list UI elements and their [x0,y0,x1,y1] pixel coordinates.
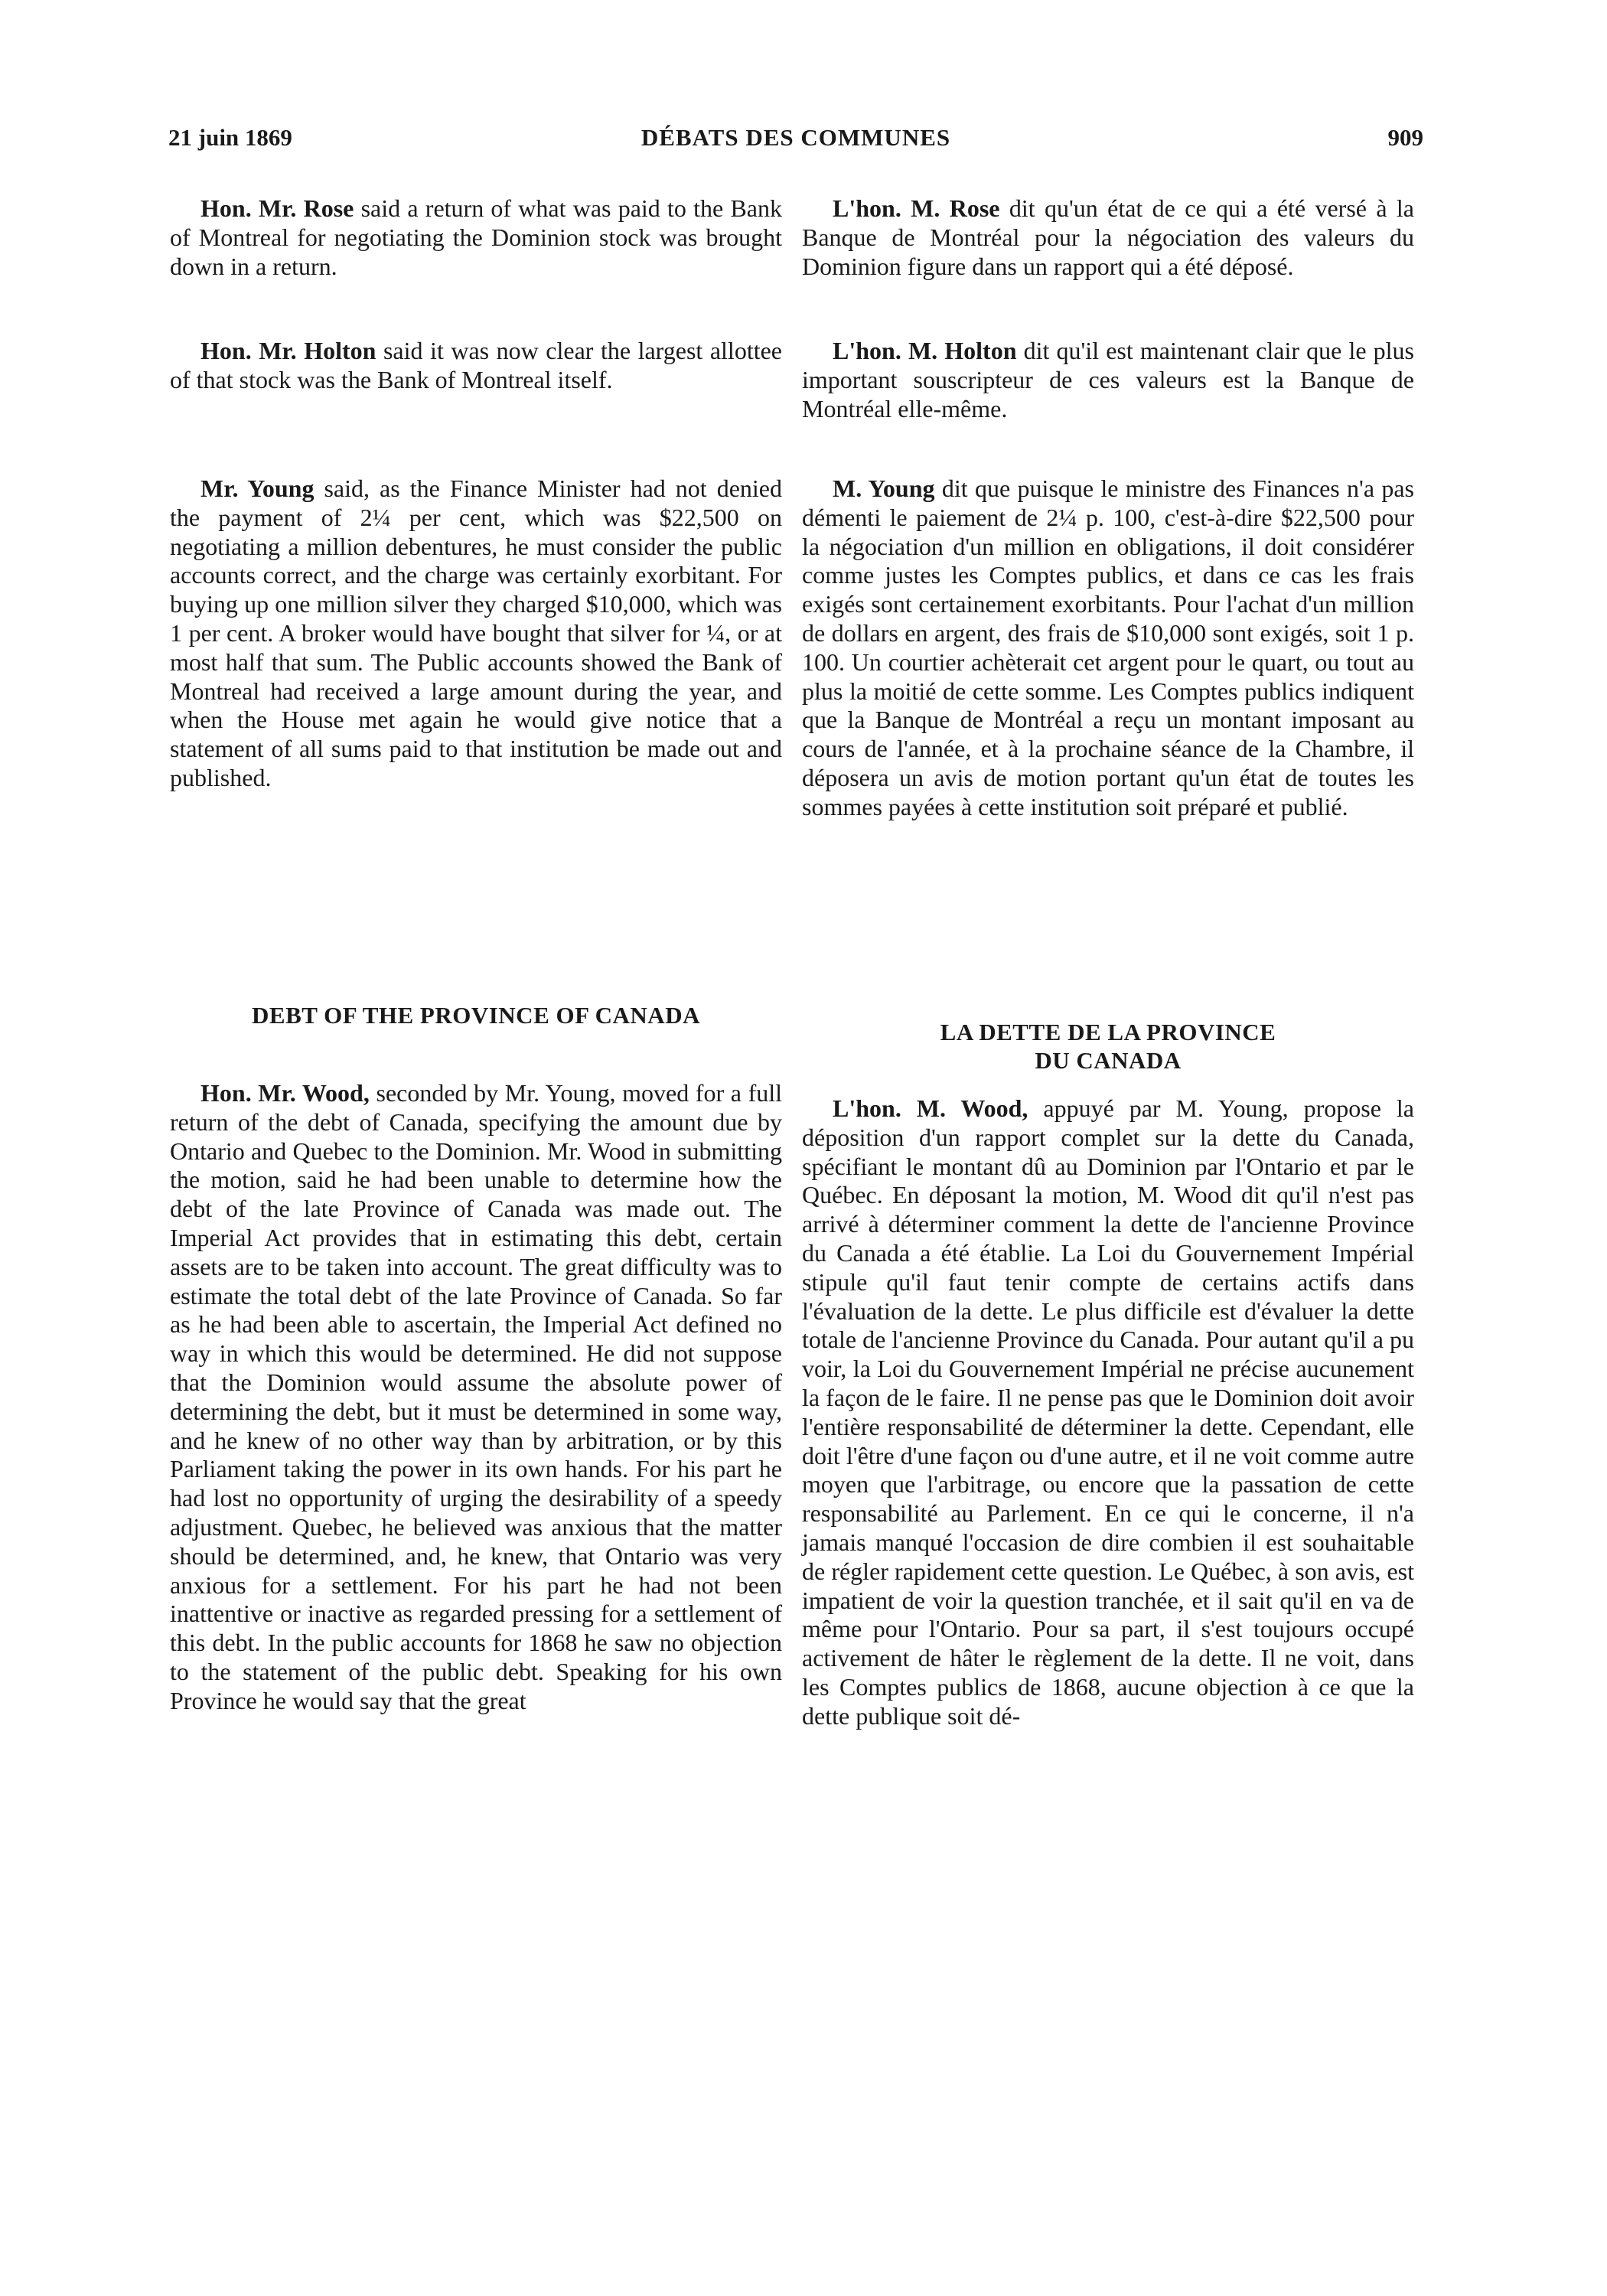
english-column [170,0,782,2296]
speaker-name: L'hon. M. Rose [833,194,1000,222]
speaker-name: M. Young [833,475,935,502]
paragraph-text: said, as the Finance Minister had not denied the payment of 2¼ per cent, which was $22,500 on negotiating a million debentures, he must consider the public accounts correct, and the charge was certainly exorbitant. For buying up one million silver they charged $10,000, which was 1 per cent. A broker would have bought that silver for ¼, or at most half that sum. The Public accounts showed the Bank of Montreal had received a large amount during the year, and when the House met again he would give notice that a statement of all sums paid to that institution be made out and published. [170,475,782,791]
paragraph-text: dit que puisque le ministre des Finances n'a pas démenti le paiement de 2¼ p. 100, c'est-à-dire $22,500 pour la négociation d'un million en obligations, il doit considérer comme justes les Comptes publics, et dans ce cas les frais exigés sont certainement exorbitants. Pour l'achat d'un million de dollars en argent, des frais de $10,000 sont exigés, soit 1 p. 100. Un courtier achèterait cet argent pour le quart, ou tout au plus la moitié de cette somme. Les Comptes publics indiquent que la Banque de Montréal a reçu un montant imposant au cours de l'année, et à la prochaine séance de la Chambre, il déposera un avis de motion portant qu'un état de toutes les sommes payées à cette institution soit préparé et publié. [802,475,1415,820]
paragraph-holton-fr [802,337,1414,423]
french-column [802,0,1414,2296]
page-number: 909 [1387,124,1423,151]
page-title: DÉBATS DES COMMUNES [641,124,951,151]
speaker-name: Hon. Mr. Holton [200,337,376,364]
paragraph-wood-en [170,1079,782,1716]
speaker-name: Hon. Mr. Rose [200,194,354,222]
speaker-name: L'hon. M. Holton [833,337,1017,364]
paragraph-text: appuyé par M. Young, propose la déposition d'un rapport complet sur la dette du Canada, spécifiant le montant dû au Dominion par l'Ontario et par le Québec. En déposant la motion, M. Wood dit qu'il n'est pas arrivé à déterminer comment la dette de l'ancienne Province du Canada a été établie. La Loi du Gouvernement Impérial stipule qu'il faut tenir compte de certains actifs dans l'évaluation de la dette. Le plus difficile est d'évaluer la dette totale de l'ancienne Province du Canada. Pour autant qu'il a pu voir, la Loi du Gouvernement Impérial ne précise aucunement la façon de le faire. Il ne pense pas que le Dominion doit avoir l'entière responsabilité de déterminer la dette. Cependant, elle doit l'être d'une façon ou d'une autre, et il ne voit comme autre moyen que l'arbitrage, ou encore que la passation de cette responsabilité au Parlement. En ce qui le concerne, il n'a jamais manqué l'occasion de dire combien il est souhaitable de régler rapidement cette question. Le Québec, à son avis, est impatient de voir la question tranchée, et il sait qu'il en va de même pour l'Ontario. Pour sa part, il s'est toujours occupé activement de hâter le règlement de la dette. Il ne voit, dans les Comptes publics de 1868, aucune objection à ce que la dette publique soit dé- [802,1094,1415,1730]
paragraph-text: dit qu'un état de ce qui a été versé à la Banque de Montréal pour la négociation des valeurs du Dominion figure dans un rapport qui a été déposé. [802,194,1415,280]
paragraph-holton-en [170,337,782,395]
paragraph-text: said a return of what was paid to the Bank of Montreal for negotiating the Dominion stock was brought down in a return. [170,194,783,280]
speaker-name: Hon. Mr. Wood, [200,1079,370,1107]
section-heading-line: DU CANADA [1035,1047,1182,1074]
paragraph-text: seconded by Mr. Young, moved for a full return of the debt of Canada, specifying the amount due by Ontario and Quebec to the Dominion. Mr. Wood in submitting the motion, said he had been unable to determine how the debt of the late Province of Canada was made out. The Imperial Act provides that in estimating this debt, certain assets are to be taken into account. The great difficulty was to estimate the total debt of the late Province of Canada. So far as he had been able to ascertain, the Imperial Act defined no way in which this would be determined. He did not suppose that the Dominion would assume the absolute power of determining the debt, but it must be determined in some way, and he knew of no other way than by arbitration, or by this Parliament taking the power in its own hands. For his part he had lost no opportunity of urging the desirability of a speedy adjustment. Quebec, he believed was anxious that the matter should be determined, and, he knew, that Ontario was very anxious for a settlement. For his part he had not been inattentive or inactive as regarded pressing for a settlement of this debt. In the public accounts for 1868 he saw no objection to the statement of the public debt. Speaking for his own Province he would say that the great [170,1079,783,1714]
paragraph-wood-fr [802,1094,1414,1731]
paragraph-text: said it was now clear the largest allottee of that stock was the Bank of Montreal itself. [170,337,783,393]
paragraph-text: dit qu'il est maintenant clair que le plus important souscripteur de ces valeurs est la Banque de Montréal elle-même. [802,337,1415,422]
speaker-name: L'hon. M. Wood, [833,1094,1028,1122]
speaker-name: Mr. Young [200,475,315,502]
page-date: 21 juin 1869 [168,124,292,151]
section-heading-en: DEBT OF THE PROVINCE OF CANADA [252,1002,700,1029]
section-heading-line: LA DETTE DE LA PROVINCE [940,1019,1276,1045]
paragraph-young-fr [802,475,1414,822]
paragraph-rose-en [170,194,782,281]
paragraph-young-en [170,475,782,793]
section-heading-fr [802,1018,1414,1075]
paragraph-rose-fr [802,194,1414,281]
